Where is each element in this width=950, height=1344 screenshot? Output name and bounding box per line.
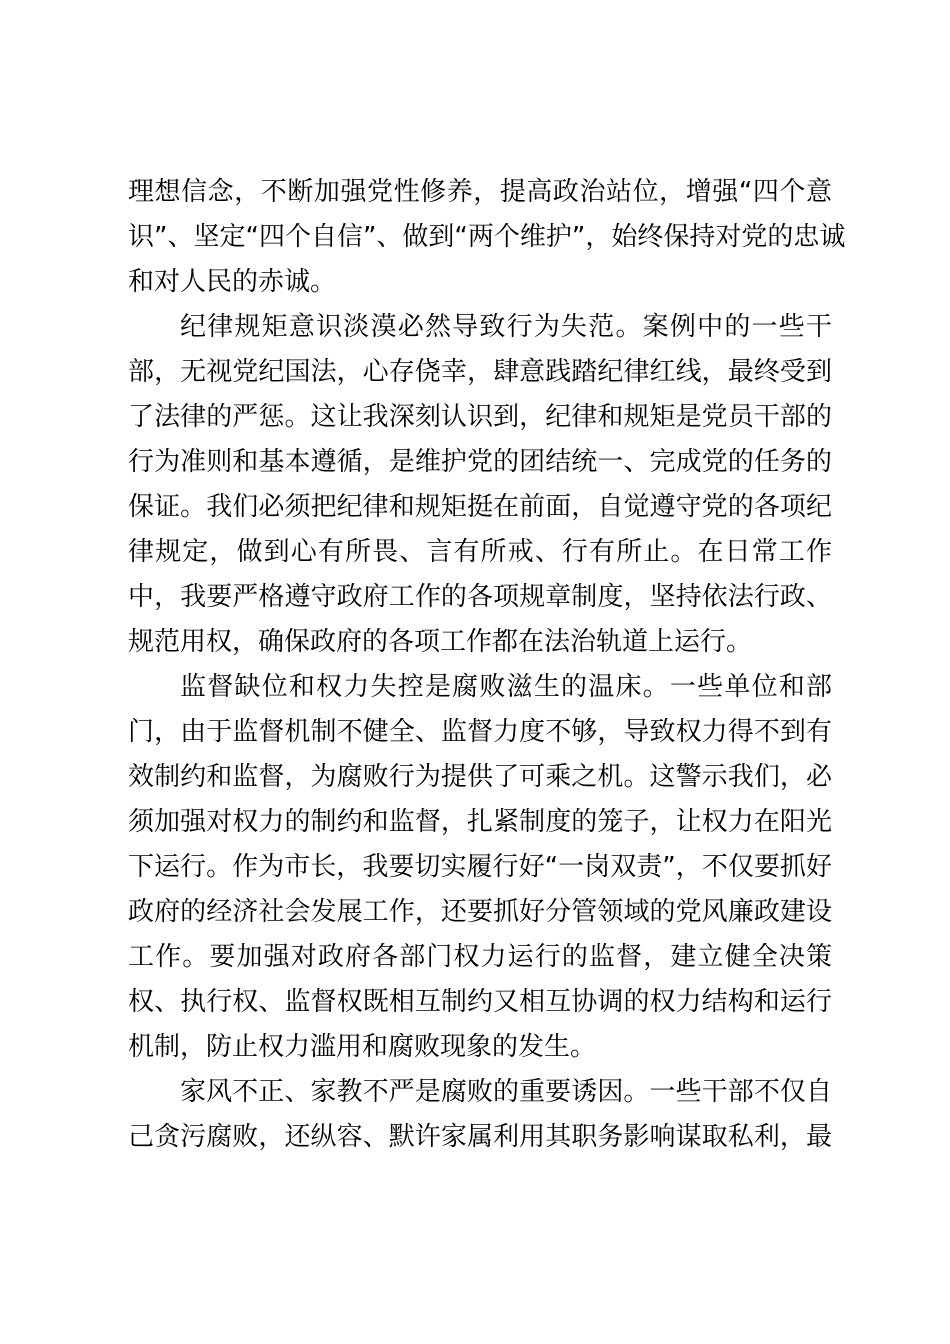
text-line: 部，无视党纪国法，心存侥幸，肆意践踏纪律红线，最终受到 [128,357,832,387]
body-text [128,170,846,1160]
text-line: 规范用权，确保政府的各项工作都在法治轨道上运行。 [128,627,753,657]
text-line: 家风不正、家教不严是腐败的重要诱因。一些干部不仅自 [180,1077,832,1107]
text-line: 了法律的严惩。这让我深刻认识到，纪律和规矩是党员干部的 [128,402,832,432]
text-line: 门，由于监督机制不健全、监督力度不够，导致权力得不到有 [128,717,832,747]
text-line: 律规定，做到心有所畏、言有所戒、行有所止。在日常工作 [128,537,832,567]
text-line: 保证。我们必须把纪律和规矩挺在前面，自觉遵守党的各项纪 [128,492,832,522]
text-line: 理想信念，不断加强党性修养，提高政治站位，增强“四个意 [128,177,832,207]
text-line: 工作。要加强对政府各部门权力运行的监督，建立健全决策 [128,942,832,972]
text-line: 机制，防止权力滥用和腐败现象的发生。 [128,1032,597,1062]
text-line: 行为准则和基本遵循，是维护党的团结统一、完成党的任务的 [128,447,832,477]
paragraph-discipline [128,305,832,665]
paragraph-family [128,1070,832,1160]
text-line: 须加强对权力的制约和监督，扎紧制度的笼子，让权力在阳光 [128,807,832,837]
text-line: 监督缺位和权力失控是腐败滋生的温床。一些单位和部 [180,672,832,702]
text-line: 效制约和监督，为腐败行为提供了可乘之机。这警示我们，必 [128,762,832,792]
paragraph-supervision [128,665,832,1070]
text-line: 识”、坚定“四个自信”、做到“两个维护”，始终保持对党的忠诚 [128,222,846,252]
text-line: 下运行。作为市长，我要切实履行好“一岗双责”，不仅要抓好 [128,852,832,882]
text-line: 和对人民的赤诚。 [128,267,337,297]
paragraph-ideals [128,170,846,305]
text-line: 政府的经济社会发展工作，还要抓好分管领域的党风廉政建设 [128,897,832,927]
text-line: 己贪污腐败，还纵容、默许家属利用其职务影响谋取私利，最 [128,1122,832,1152]
text-line: 中，我要严格遵守政府工作的各项规章制度，坚持依法行政、 [128,582,832,612]
text-line: 权、执行权、监督权既相互制约又相互协调的权力结构和运行 [128,987,832,1017]
text-line: 纪律规矩意识淡漠必然导致行为失范。案例中的一些干 [180,312,832,342]
